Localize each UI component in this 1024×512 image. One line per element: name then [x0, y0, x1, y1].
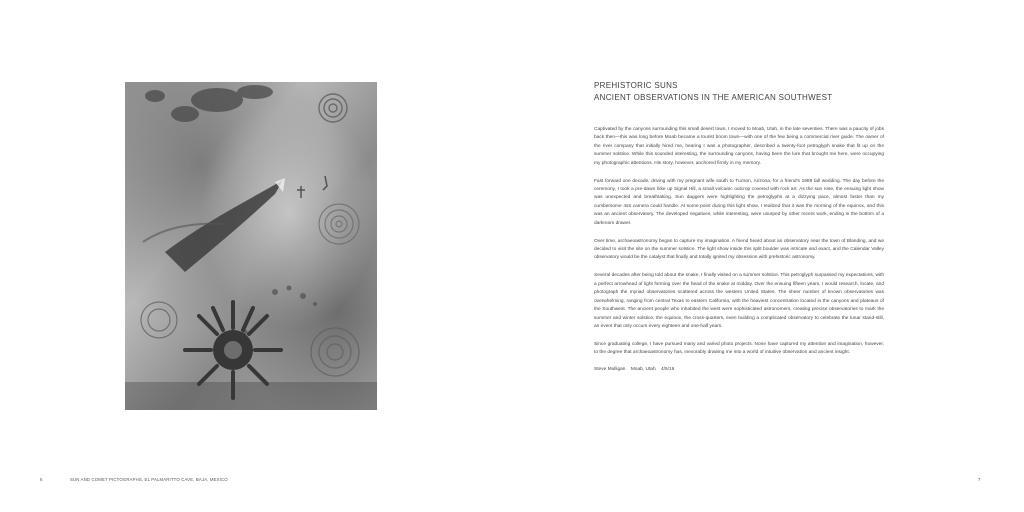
left-page-footer — [40, 477, 228, 482]
essay-paragraph: Since graduating college, I have pursued many and varied photo projects. None have captured my attention and imagination, however, to the degree that archaeoastronomy has, inexorably drawing me into a world of intuitive observation and ancient insight. — [594, 341, 884, 356]
author-signature — [594, 367, 884, 372]
left-page-number: 6 — [40, 477, 43, 482]
author-name: Steve Mulligan — [594, 367, 626, 373]
essay-paragraph: Several decades after being told about the snake, I finally visited on a summer solstice. This petroglyph surpassed my expectations, with a perfect arrowhead of light forming over the head of the snake at midday. Over the ensuing fifteen years, I would research, locate, and photograph the myriad observatories scattered across the western United States. The sheer number of known observatories was overwhelming, ranging from central Texas to eastern California, with the heaviest concentration located in the canyons and plateaus of the Southwest. The ancient people who inhabited the west were sophisticated astronomers, creating precise observatories to mark the summer and winter solstice, the equinox, the cross-quarters, even building a complicated observatory to celebrate the lunar stand-still, an event that only occurs every eighteen and one-half years. — [594, 273, 884, 329]
rock-art-photograph — [125, 82, 377, 410]
essay-paragraph: Over time, archaeoastronomy began to capture my imagination. A friend heard about an observatory near the town of Blanding, and we decided to visit the site on the summer solstice. The light show inside this split boulder was intricate and exact, and the Calendar Valley observatory would be the catalyst that finally and totally ignited my obsession with prehistoric astronomy. — [594, 238, 884, 261]
essay-paragraph: Captivated by the canyons surrounding this small desert town, I moved to Moab, Utah, in the late seventies. There was a paucity of jobs back then—this was long before Moab became a tourist boom town—with one of the few being a commercial river guide. The owner of the river company that initially hired me, hearing I was a photographer, described a twenty-foot petroglyph snake that lit up on the summer solstice. While this sounded interesting, the surrounding canyons, having been the lure that brought me here, were occupying my photographic attentions. His story, however, anchored firmly in my memory. — [594, 127, 884, 166]
essay-body — [594, 126, 884, 358]
author-place: Moab, Utah — [630, 367, 656, 373]
essay-title: PREHISTORIC SUNS — [594, 81, 678, 90]
essay-subtitle: ANCIENT OBSERVATIONS IN THE AMERICAN SOUTHWEST — [594, 93, 833, 102]
essay-paragraph: Fast forward one decade, driving with my pregnant wife south to Tucson, Arizona, for a friend's 1989 fall wedding. The day before the ceremony, I took a pre-dawn hike up Signal Hill, a small volcanic outcrop covered with rock art. As the sun rose, the ensuing light show was unexpected and breathtaking. Sun daggers were highlighting the petroglyphs at a dizzying pace, almost faster than my cumbersome 4x5 camera could handle. At some point during this light show, I realized that it was the morning of the equinox, and this was an ancient observatory. The developed negatives, while interesting, were usurped by other recent work, ending in the bottom of a darkroom drawer. — [594, 178, 884, 226]
right-page-number: 7 — [978, 477, 981, 482]
photo-caption: SUN AND COMET PICTOGRAPHS, EL PALMARITTO CAVE, BAJA, MEXICO — [70, 477, 228, 482]
essay-column — [594, 80, 884, 372]
signature-date: 4/5/19 — [660, 367, 675, 373]
